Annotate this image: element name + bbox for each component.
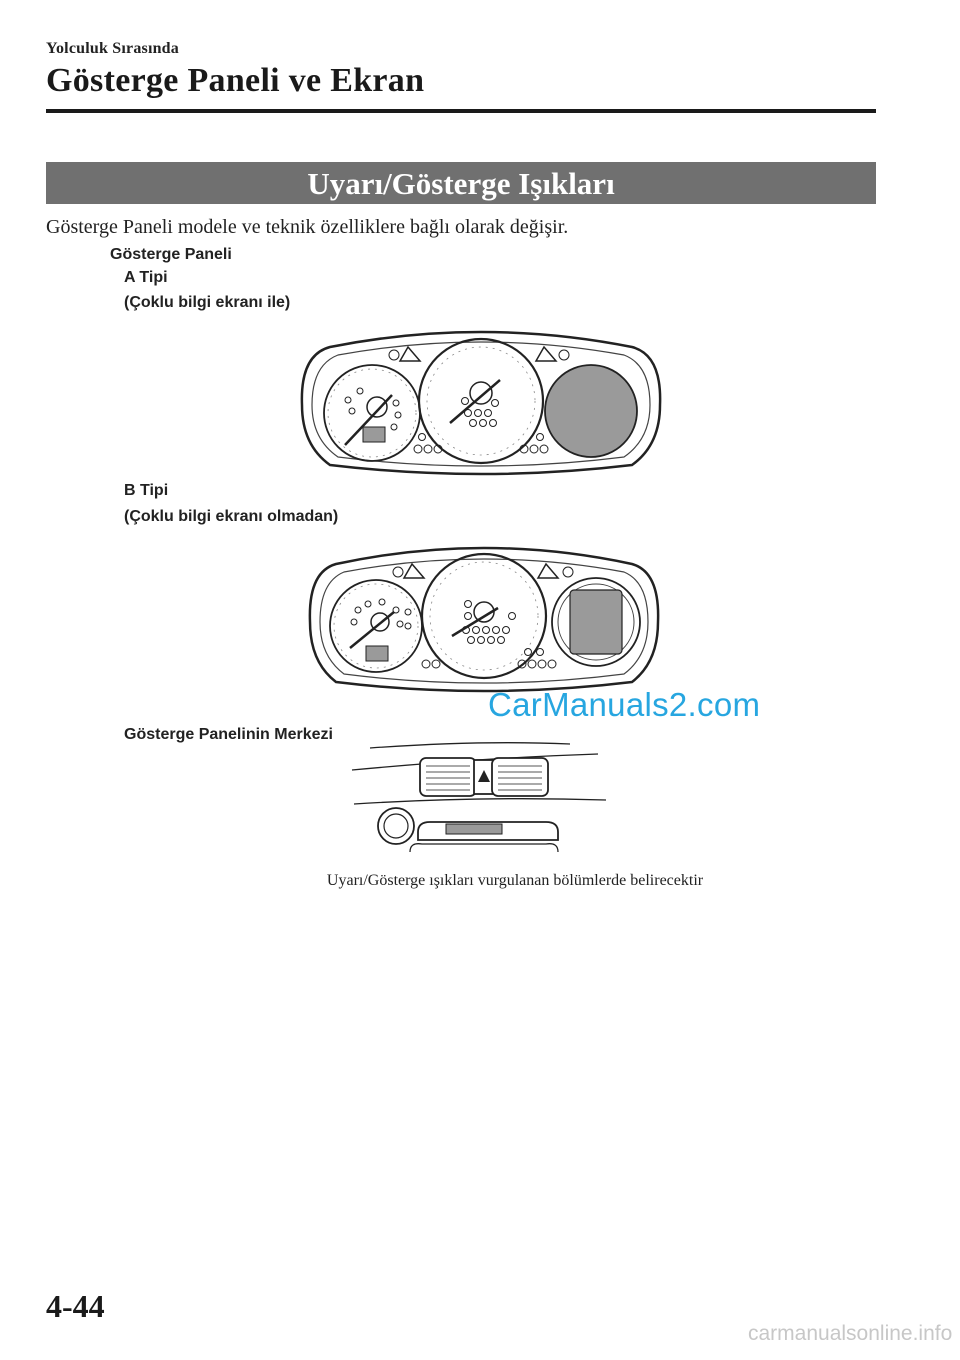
type-b-note: (Çoklu bilgi ekranı olmadan)	[124, 508, 339, 525]
panel-heading: Gösterge Paneli	[110, 246, 232, 263]
section-kicker: Yolculuk Sırasında	[46, 40, 179, 57]
instrument-cluster-b-illustration	[308, 540, 660, 692]
dashboard-center-illustration	[350, 740, 612, 868]
instrument-cluster-a-illustration	[300, 325, 662, 475]
page-title: Gösterge Paneli ve Ekran	[46, 62, 425, 99]
type-b-label: B Tipi	[124, 482, 169, 499]
section-banner: Uyarı/Gösterge Işıkları	[46, 162, 876, 204]
footer-site: carmanualsonline.info	[748, 1322, 953, 1345]
title-rule	[46, 109, 876, 113]
page-number: 4-44	[46, 1288, 105, 1324]
type-a-label: A Tipi	[124, 269, 168, 286]
intro-text: Gösterge Paneli modele ve teknik özelliklere bağlı olarak değişir.	[46, 216, 569, 238]
watermark: CarManuals2.com	[488, 686, 761, 723]
figure-caption: Uyarı/Gösterge ışıkları vurgulanan bölümlerde belirecektir	[326, 872, 704, 889]
center-heading: Gösterge Panelinin Merkezi	[124, 726, 333, 743]
type-a-note: (Çoklu bilgi ekranı ile)	[124, 294, 291, 311]
